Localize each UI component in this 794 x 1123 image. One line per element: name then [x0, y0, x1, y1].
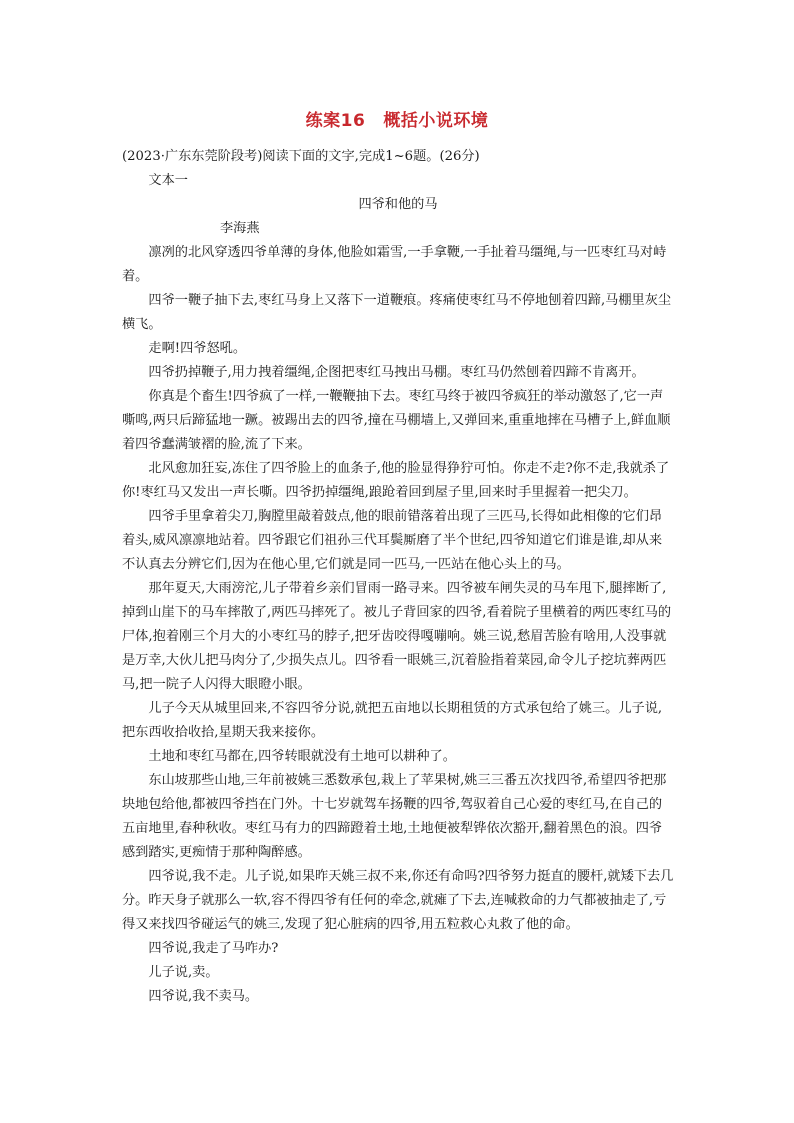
story-paragraph: 你真是个畜生!四爷疯了一样,一鞭鞭抽下去。枣红马终于被四爷疯狂的举动激怒了,它一声嘶鸣,两只后蹄猛地一蹶。被踢出去的四爷,撞在马棚墙上,又弹回来,重重地摔在马槽子上,鲜血顺着四爷蠢满皱褶的脸,流了下来。 — [122, 389, 671, 452]
story-paragraph: 那年夏天,大雨滂沱,儿子带着乡亲们冒雨一路寻来。四爷被车闸失灵的马车甩下,腿摔断了,掉到山崖下的马车摔散了,两匹马摔死了。被儿子背回家的四爷,看着院子里横着的两匹枣红马的尸体,抱着刚三个月大的小枣红马的脖子,把牙齿咬得嘎嘣响。姚三说,愁眉苦脸有啥用,人没事就是万幸,大伙儿把马肉分了,少损失点儿。四爷看一眼姚三,沉着脸指着菜园,命令儿子挖坑葬两匹马,把一院子人闪得大眼瞪小眼。 — [122, 581, 672, 692]
story-paragraph: 四爷说,我不卖马。 — [148, 989, 259, 1004]
story-paragraph: 土地和枣红马都在,四爷转眼就没有土地可以耕种了。 — [148, 749, 456, 764]
story-paragraph: 儿子今天从城里回来,不容四爷分说,就把五亩地以长期租赁的方式承包给了姚三。儿子说,把东西收拾收拾,星期天我来接你。 — [122, 701, 663, 740]
section-label: 文本一 — [148, 173, 188, 188]
story-paragraph: 走啊!四爷怒吼。 — [148, 341, 247, 356]
story-paragraph: 东山坡那些山地,三年前被姚三悉数承包,栽上了苹果树,姚三三番五次找四爷,希望四爷把那块地包给他,都被四爷挡在门外。十七岁就驾车扬鞭的四爷,驾驭着自己心爱的枣红马,在自己的五亩地里,春种秋收。枣红马有力的四蹄蹬着土地,土地便被犁铧依次豁开,翻着黑色的浪。四爷感到踏实,更痴情于那种陶醉感。 — [122, 773, 667, 860]
story-title: 四爷和他的马 — [358, 197, 438, 212]
story-paragraph: 四爷扔掉鞭子,用力拽着缰绳,企图把枣红马拽出马棚。枣红马仍然刨着四蹄不肯离开。 — [148, 365, 645, 380]
story-paragraph: 四爷一鞭子抽下去,枣红马身上又落下一道鞭痕。疼痛使枣红马不停地刨着四蹄,马棚里灰尘横飞。 — [122, 293, 672, 332]
exercise-topic: 概括小说环境 — [383, 111, 489, 131]
story-author: 李海燕 — [220, 221, 260, 236]
page-title — [0, 106, 794, 131]
story-paragraph: 北风愈加狂妄,冻住了四爷脸上的血条子,他的脸显得狰狞可怕。你走不走?你不走,我就杀了你!枣红马又发出一声长嘶。四爷扔掉缰绳,踉跄着回到屋子里,回来时手里握着一把尖刀。 — [122, 461, 670, 500]
story-paragraph: 四爷手里拿着尖刀,胸膛里敲着鼓点,他的眼前错落着出现了三匹马,长得如此相像的它们昂着头,威风凛凛地站着。四爷跟它们祖孙三代耳鬓厮磨了半个世纪,四爷知道它们谁是谁,却从来不认真去分辨它们,因为在他心里,它们就是同一匹马,一匹站在他心头上的马。 — [122, 509, 663, 572]
story-paragraph: 凛冽的北风穿透四爷单薄的身体,他脸如霜雪,一手拿鞭,一手扯着马缰绳,与一匹枣红马对峙着。 — [122, 245, 667, 284]
story-paragraph: 四爷说,我走了马咋办? — [148, 941, 279, 956]
document-body — [122, 145, 674, 1009]
story-paragraph: 四爷说,我不走。儿子说,如果昨天姚三叔不来,你还有命吗?四爷努力挺直的腰杆,就矮下去几分。昨天身子就那么一软,容不得四爷有任何的牵念,就瘫了下去,连喊救命的力气都被抽走了,亏得又来找四爷碰运气的姚三,发现了犯心脏病的四爷,用五粒救心丸救了他的命。 — [122, 869, 674, 932]
exercise-number: 练案16 — [305, 111, 366, 131]
story-paragraph: 儿子说,卖。 — [148, 965, 219, 980]
question-intro: (2023·广东东莞阶段考)阅读下面的文字,完成1~6题。(26分) — [122, 149, 480, 164]
